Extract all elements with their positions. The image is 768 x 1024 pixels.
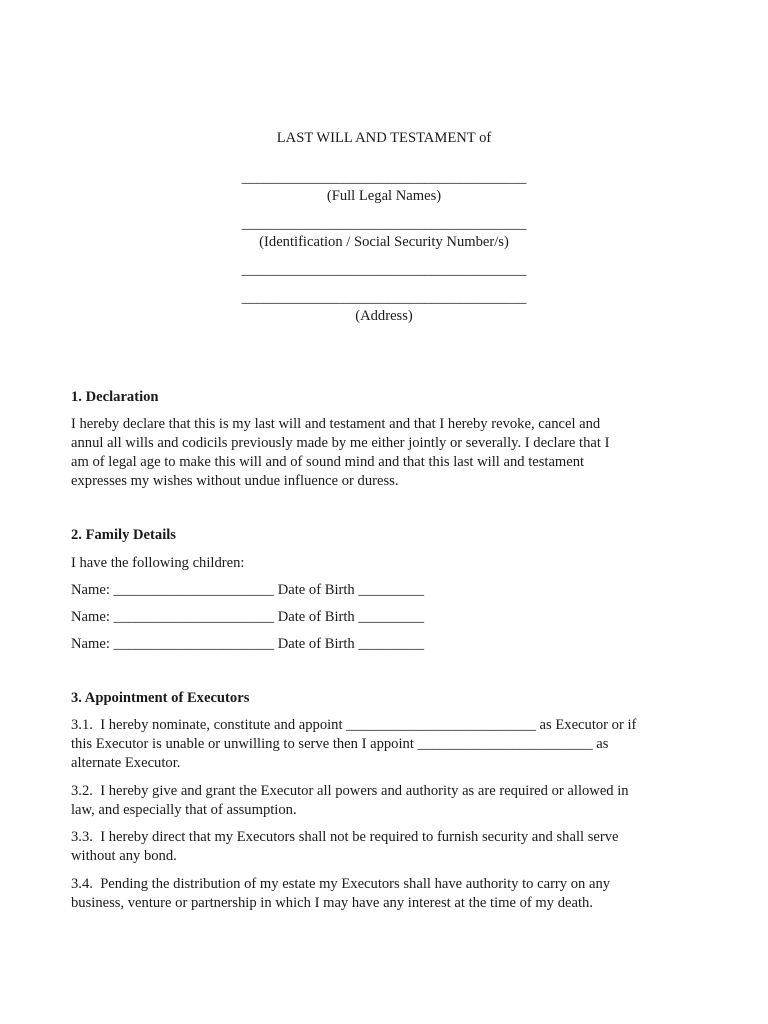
child-entry: Name: ______________________ Date of Birth _________ [71,609,425,625]
declaration-line: am of legal age to make this will and of sound mind and that this last will and testament [71,454,585,470]
child-entry: Name: ______________________ Date of Birth _________ [71,582,425,598]
address-blank-1: _______________________________________ [241,262,527,278]
clause-3-3-line: without any bond. [71,848,177,864]
declaration-line: annul all wills and codicils previously made by me either jointly or severally. I declare that I [71,435,610,451]
declaration-line: I hereby declare that this is my last will and testament and that I hereby revoke, cancel and [71,416,601,432]
address-label: (Address) [355,308,413,324]
clause-3-4-line: 3.4. Pending the distribution of my estate my Executors shall have authority to carry on any [71,876,611,892]
clause-3-1-line: alternate Executor. [71,755,181,771]
declaration-heading: 1. Declaration [71,389,159,405]
id-number-label: (Identification / Social Security Number/s) [259,234,509,250]
id-number-blank: _______________________________________ [241,216,527,232]
clause-3-2-line: law, and especially that of assumption. [71,802,297,818]
declaration-line: expresses my wishes without undue influence or duress. [71,473,399,489]
clause-3-1-line: 3.1. I hereby nominate, constitute and appoint __________________________ as Executor or if [71,717,637,733]
address-blank-2: _______________________________________ [241,290,527,306]
clause-3-3-line: 3.3. I hereby direct that my Executors shall not be required to furnish security and shall serve [71,829,619,845]
child-entry: Name: ______________________ Date of Birth _________ [71,636,425,652]
family-heading: 2. Family Details [71,527,176,543]
clause-3-4-line: business, venture or partnership in which I may have any interest at the time of my death. [71,895,593,911]
clause-3-2-line: 3.2. I hereby give and grant the Executor all powers and authority as are required or allowed in [71,783,629,799]
document-title: LAST WILL AND TESTAMENT of [276,130,492,146]
family-intro: I have the following children: [71,555,245,571]
executors-heading: 3. Appointment of Executors [71,690,250,706]
full-names-label: (Full Legal Names) [326,188,442,204]
full-names-blank: _______________________________________ [241,170,527,186]
clause-3-1-line: this Executor is unable or unwilling to serve then I appoint ________________________ as [71,736,609,752]
